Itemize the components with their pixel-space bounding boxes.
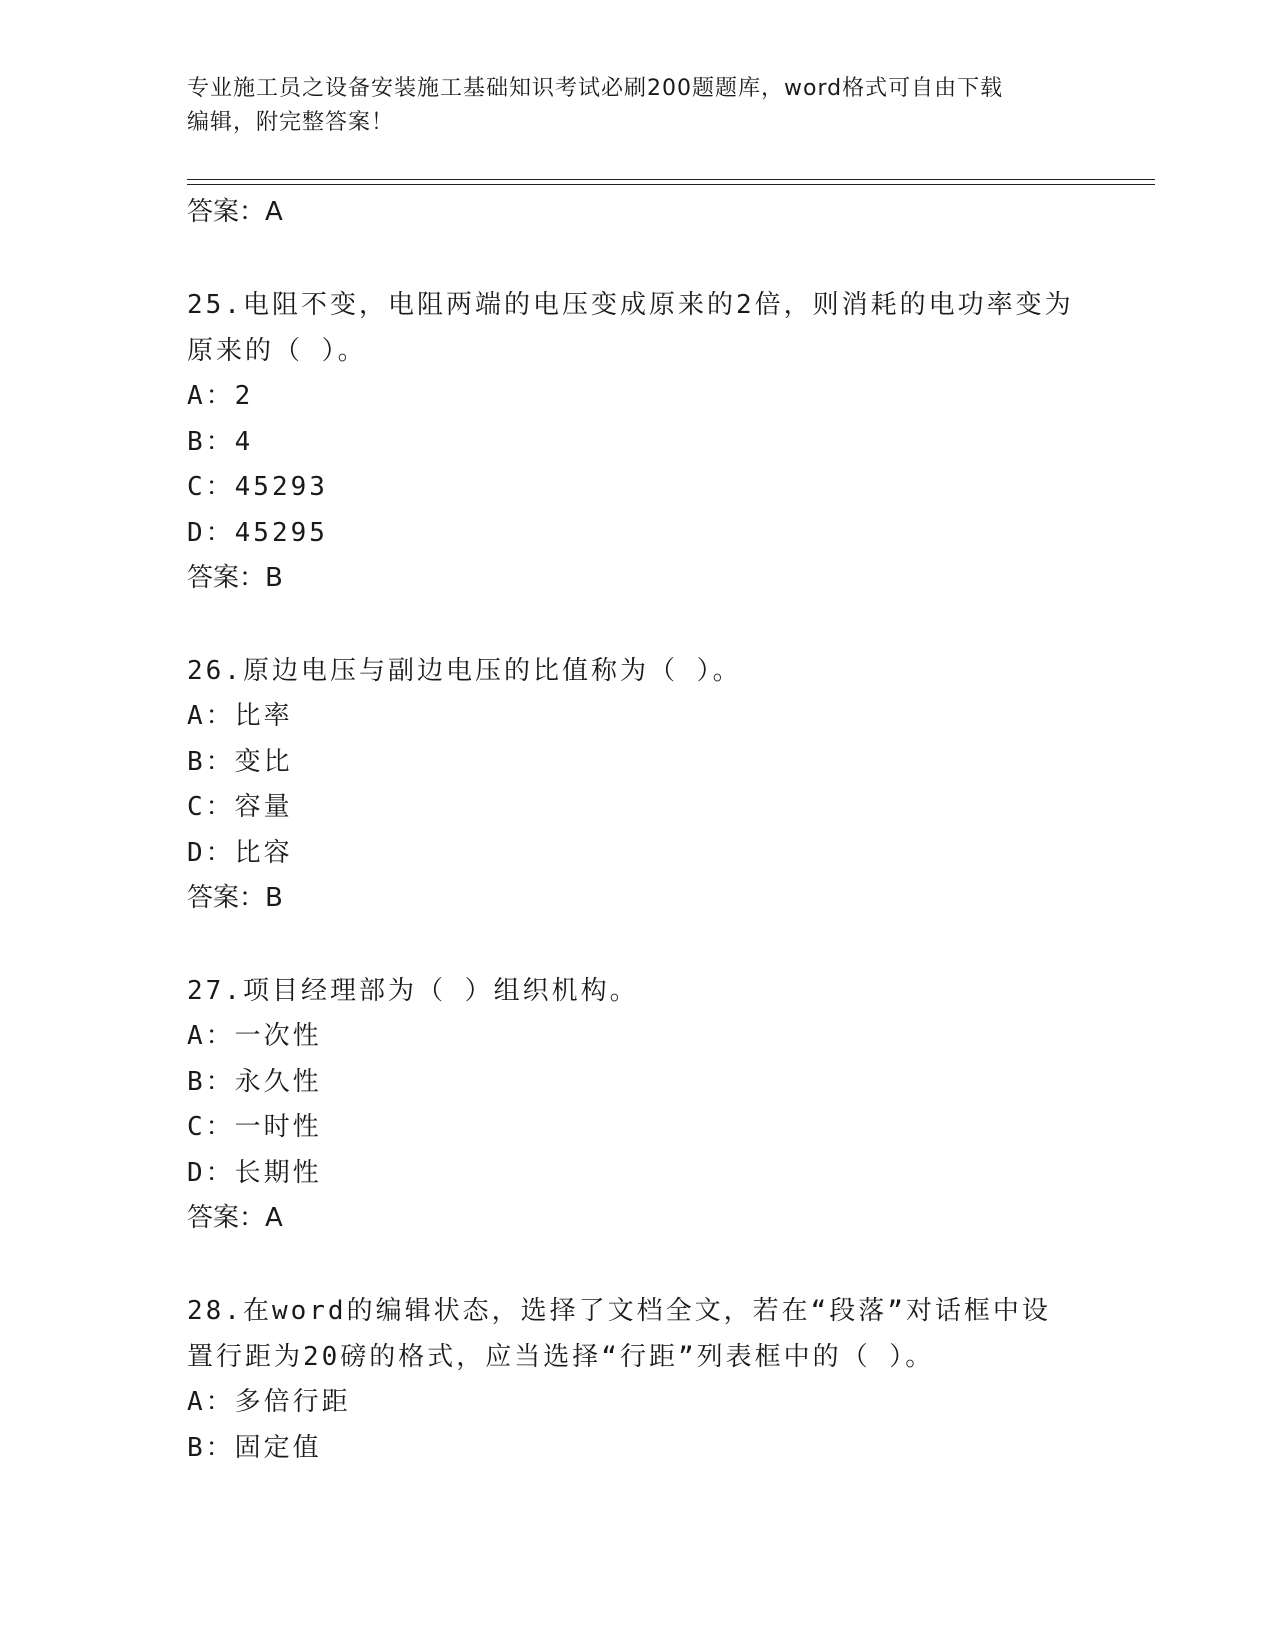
option-a: A：2: [187, 381, 254, 411]
option-c: C：一时性: [187, 1112, 322, 1142]
question-text-line: 27.项目经理部为（ ）组织机构。: [187, 976, 639, 1006]
question-text-line: 置行距为20磅的格式，应当选择“行距”列表框中的（ ）。: [187, 1342, 935, 1372]
header-divider-bottom: [187, 184, 1155, 185]
question-list: [187, 190, 1087, 1471]
question-text-line: 25.电阻不变，电阻两端的电压变成原来的2倍，则消耗的电功率变为: [187, 290, 1074, 320]
question-text: [187, 648, 1087, 694]
header-line-1: 专业施工员之设备安装施工基础知识考试必刷200题题库，word格式可自由下载: [187, 76, 1004, 101]
answer-line: 答案：B: [187, 883, 283, 913]
option-d: D：比容: [187, 837, 293, 868]
question-text: [187, 282, 1087, 374]
header-divider-top: [187, 179, 1155, 180]
spacer: [187, 234, 1087, 282]
option-a: A：一次性: [187, 1021, 322, 1051]
answer-line: 答案：A: [187, 197, 283, 227]
question-text: [187, 968, 1087, 1014]
question-item: [187, 1288, 1087, 1471]
question-text-line: 28.在word的编辑状态，选择了文档全文，若在“段落”对话框中设: [187, 1296, 1051, 1326]
option-b: B：永久性: [187, 1066, 322, 1097]
option-b: B：固定值: [187, 1432, 322, 1463]
option-d: D：长期性: [187, 1157, 322, 1188]
answer-line: 答案：A: [187, 1203, 283, 1233]
header-line-2: 编辑，附完整答案！: [187, 110, 395, 135]
question-item: [187, 968, 1087, 1240]
question-text: [187, 1288, 1087, 1380]
spacer: [187, 600, 1087, 648]
option-c: C：45293: [187, 472, 328, 502]
option-c: C：容量: [187, 792, 293, 822]
option-b: B：4: [187, 426, 254, 457]
page-header: [187, 72, 1087, 140]
question-text-line: 原来的（ ）。: [187, 336, 367, 366]
question-item: [187, 648, 1087, 920]
option-d: D：45295: [187, 517, 328, 548]
option-b: B：变比: [187, 746, 293, 777]
spacer: [187, 920, 1087, 968]
answer-line: 答案：B: [187, 563, 283, 593]
spacer: [187, 1240, 1087, 1288]
question-text-line: 26.原边电压与副边电压的比值称为（ ）。: [187, 656, 742, 686]
option-a: A：多倍行距: [187, 1387, 351, 1417]
question-item: [187, 282, 1087, 600]
option-a: A：比率: [187, 701, 293, 731]
